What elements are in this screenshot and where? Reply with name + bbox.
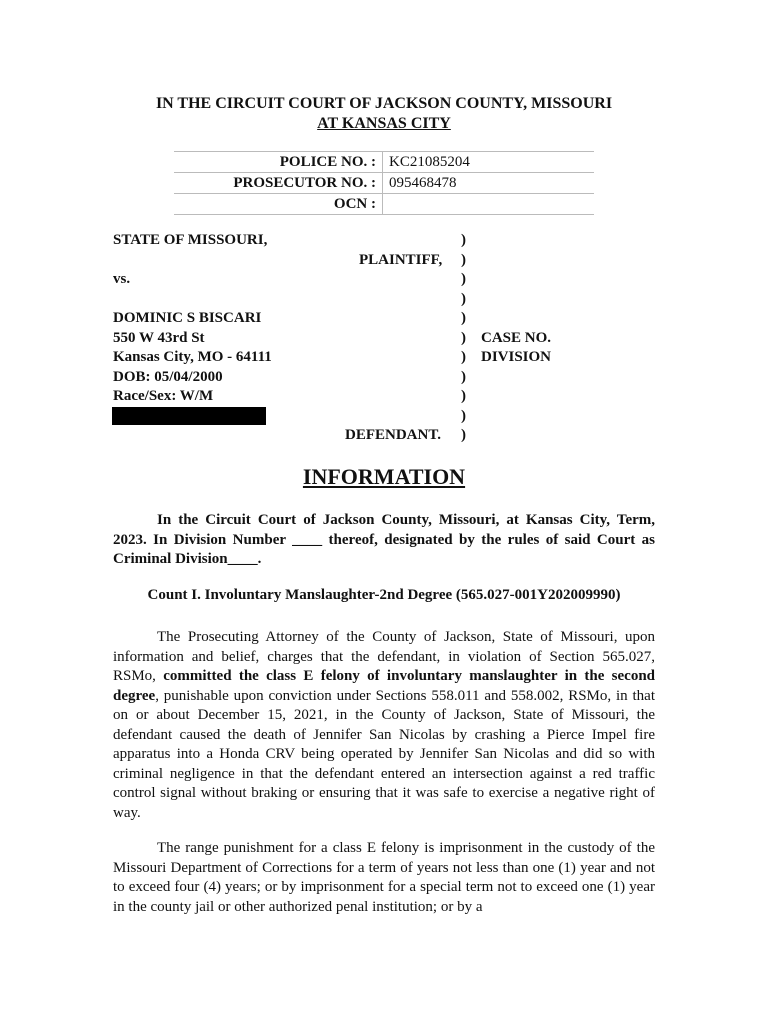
defendant-name: DOMINIC S BISCARI	[113, 310, 262, 326]
ocn-value	[382, 194, 594, 214]
charge-paragraph	[113, 628, 655, 823]
paren-4: )	[461, 290, 466, 307]
paren-2: )	[461, 251, 466, 268]
charge-text-part2: , punishable upon conviction under Sections 558.011 and 558.002, RSMo, in that on or about December 15, 2021, in the County of Jackson, State of Missouri, the defendant caused the death of Jennifer San Nicolas by crashing a Pierce Impel fire apparatus into a Honda CRV being operated by Jennifer San Nicolas and did so with criminal negligence in that the defendant entered an intersection against a red traffic control signal without braking or ensuring that it was safe to exercise a negative right of way.	[113, 687, 655, 821]
court-heading-line1: IN THE CIRCUIT COURT OF JACKSON COUNTY, MISSOURI	[155, 95, 613, 112]
document-title: INFORMATION	[302, 464, 466, 489]
court-heading-line2	[0, 114, 768, 134]
count-heading: Count I. Involuntary Manslaughter-2nd Degree (565.027-001Y202009990)	[147, 587, 621, 603]
case-numbers-table	[174, 151, 594, 215]
charge-text-part1: The Prosecuting Attorney of the County of Jackson, State of Missouri, upon information and belief, charges that the defendant, in violation of Section 565.027, RSMo,	[113, 629, 655, 684]
paren-1: )	[461, 232, 466, 248]
paren-5: )	[461, 310, 466, 326]
defendant-address-line1: 550 W 43rd St	[113, 329, 205, 346]
police-number-value: KC21085204	[382, 152, 594, 172]
ocn-row	[174, 194, 594, 215]
defendant-role: DEFENDANT.	[345, 427, 441, 443]
paren-3: )	[461, 271, 466, 287]
plaintiff-role: PLAINTIFF,	[359, 251, 443, 268]
caption-parenthesis-column	[461, 231, 466, 446]
prosecutor-number-value: 095468478	[382, 173, 594, 193]
defendant-race-sex: Race/Sex: W/M	[113, 388, 214, 404]
versus-label: vs.	[113, 271, 131, 287]
court-location: AT KANSAS CITY	[317, 115, 451, 132]
police-number-label: POLICE NO. :	[279, 154, 376, 170]
punishment-paragraph: The range punishment for a class E felony is imprisonment in the custody of the Missouri Department of Corrections for a term of years not less than one (1) year and not to exceed four (4) years; or by imprisonment for a special term not to exceed one (1) year in the county jail or other authorized penal institution; or by a	[113, 840, 655, 915]
paren-8: )	[461, 368, 466, 385]
plaintiff-name: STATE OF MISSOURI,	[113, 232, 268, 248]
paren-11: )	[461, 427, 466, 443]
intro-paragraph: In the Circuit Court of Jackson County, Missouri, at Kansas City, Term, 2023. In Division Number ____ thereof, designated by the rules of said Court as Criminal Division____.	[113, 512, 655, 567]
charge-text-bold: committed the class E felony of involuntary manslaughter in the second degree	[113, 668, 656, 704]
division-label: DIVISION	[481, 349, 552, 365]
prosecutor-number-row	[174, 173, 594, 194]
defendant-dob: DOB: 05/04/2000	[113, 368, 223, 385]
prosecutor-number-label: PROSECUTOR NO. :	[233, 175, 376, 191]
paren-9: )	[461, 388, 466, 404]
case-number-label: CASE NO.	[481, 329, 552, 346]
defendant-address-line2: Kansas City, MO - 64111	[113, 349, 272, 365]
paren-10: )	[461, 407, 466, 424]
paren-6: )	[461, 329, 466, 346]
police-number-row	[174, 152, 594, 173]
ocn-label: OCN :	[333, 196, 376, 212]
paren-7: )	[461, 349, 466, 365]
redaction-bar	[112, 407, 266, 425]
